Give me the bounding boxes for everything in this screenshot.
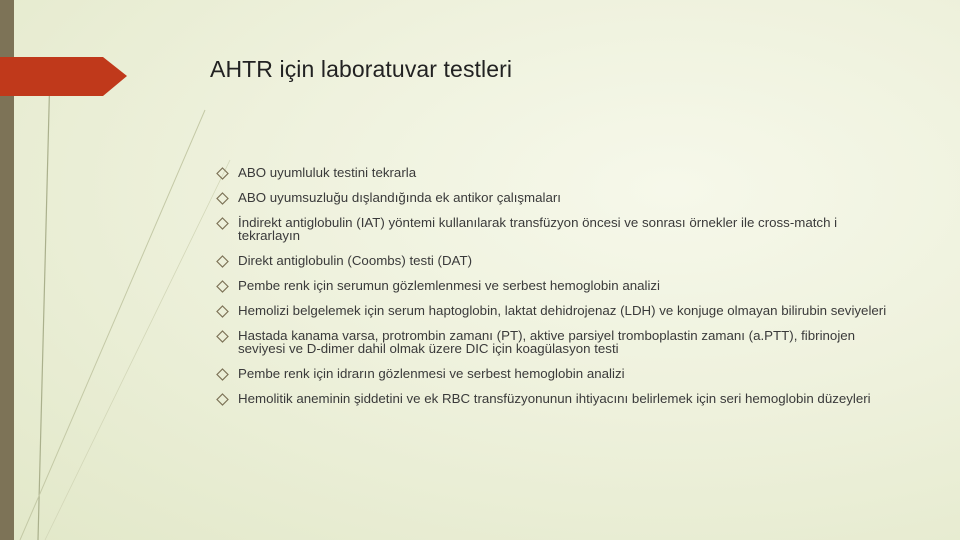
list-item: [216, 191, 896, 204]
list-item-text: ABO uyumsuzluğu dışlandığında ek antikor çalışmaları: [238, 190, 561, 205]
list-item-text: Direkt antiglobulin (Coombs) testi (DAT): [238, 253, 472, 268]
list-item: [216, 166, 896, 179]
diamond-outline-icon: [216, 280, 229, 293]
list-item-text: ABO uyumluluk testini tekrarla: [238, 165, 417, 180]
diamond-outline-icon: [216, 255, 229, 268]
list-item: [216, 279, 896, 292]
list-item: [216, 304, 896, 317]
diamond-outline-icon: [216, 167, 229, 180]
diamond-outline-icon: [216, 305, 229, 318]
diamond-outline-icon: [216, 192, 229, 205]
diamond-outline-icon: [216, 393, 229, 406]
list-item: [216, 254, 896, 267]
list-item: [216, 367, 896, 380]
slide-title: AHTR için laboratuvar testleri: [210, 56, 513, 82]
diamond-outline-icon: [216, 330, 229, 343]
list-item-text: Hemolitik aneminin şiddetini ve ek RBC transfüzyonunun ihtiyacını belirlemek için seri hemoglobin düzeyleri: [238, 391, 871, 406]
list-item: [216, 392, 896, 405]
list-item-text: İndirekt antiglobulin (IAT) yöntemi kullanılarak transfüzyon öncesi ve sonrası örnekler ile cross-match i tekrarlayın: [238, 215, 838, 243]
bullet-list: [216, 166, 896, 417]
diamond-outline-icon: [216, 368, 229, 381]
list-item: [216, 329, 896, 355]
list-item-text: Hastada kanama varsa, protrombin zamanı (PT), aktive parsiyel tromboplastin zamanı (a.PTT), fibrinojen seviyesi ve D-dimer dahil olmak üzere DIC için koagülasyon testi: [238, 328, 856, 356]
list-item-text: Pembe renk için idrarın gözlenmesi ve serbest hemoglobin analizi: [238, 366, 625, 381]
title-arrow-shape: [0, 0, 130, 100]
list-item-text: Pembe renk için serumun gözlemlenmesi ve serbest hemoglobin analizi: [238, 278, 661, 293]
diamond-outline-icon: [216, 217, 229, 230]
list-item-text: Hemolizi belgelemek için serum haptoglobin, laktat dehidrojenaz (LDH) ve konjuge olmayan bilirubin seviyeleri: [238, 303, 887, 318]
list-item: [216, 216, 896, 242]
